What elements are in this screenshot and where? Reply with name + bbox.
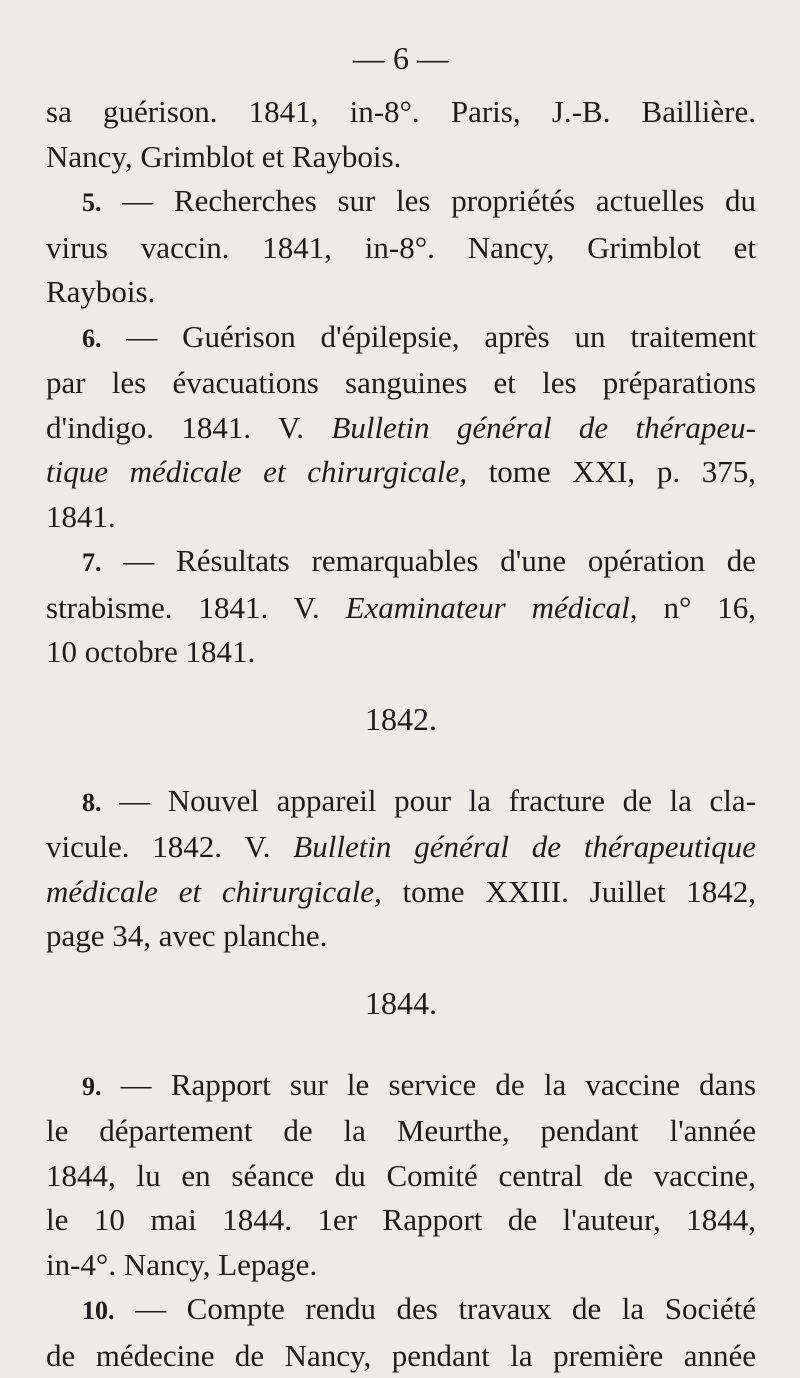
text-line — [46, 539, 756, 586]
text-line — [46, 179, 756, 226]
text-span: de médecine de Nancy, pendant la première année — [46, 1338, 756, 1373]
bibliography-entry — [46, 179, 756, 315]
year-heading: 1842. — [46, 697, 756, 741]
text-span: page 34, avec planche. — [46, 918, 327, 953]
bibliography-entry — [46, 1063, 756, 1288]
bibliography-entry — [46, 779, 756, 959]
text-span: d'indigo. 1841. V. — [46, 410, 331, 445]
text-line — [46, 315, 756, 362]
text-line — [46, 361, 756, 406]
text-span: in-4°. Nancy, Lepage. — [46, 1247, 317, 1282]
text-line — [46, 1243, 756, 1288]
text-line — [46, 870, 756, 915]
text-line — [46, 1287, 756, 1334]
italic-title: tique médicale et chirurgicale, — [46, 454, 467, 489]
entry-number: 8. — [82, 788, 102, 817]
italic-title: Examinateur médical, — [346, 590, 638, 625]
text-span: vicule. 1842. V. — [46, 829, 293, 864]
text-span: par les évacuations sanguines et les préparations — [46, 365, 756, 400]
text-line — [46, 226, 756, 271]
entry-number: 9. — [82, 1072, 102, 1101]
entry-number: 6. — [82, 324, 102, 353]
text-span: Raybois. — [46, 274, 155, 309]
text-span: virus vaccin. 1841, in-8°. Nancy, Grimblot et — [46, 230, 756, 265]
text-span: 10 octobre 1841. — [46, 634, 255, 669]
text-span: — Recherches sur les propriétés actuelles du — [122, 183, 756, 218]
bibliography-entry — [46, 315, 756, 540]
text-span: — Résultats remarquables d'une opération de — [123, 543, 756, 578]
page-number: — 6 — — [46, 36, 756, 80]
entry-number: 10. — [82, 1296, 115, 1325]
text-span: le 10 mai 1844. 1er Rapport de l'auteur, 1844, — [46, 1202, 756, 1237]
text-span: — Nouvel appareil pour la fracture de la cla- — [119, 783, 756, 818]
text-line — [46, 495, 756, 540]
text-span: strabisme. 1841. V. — [46, 590, 346, 625]
italic-title: médicale et chirurgicale, — [46, 874, 382, 909]
text-line — [46, 1154, 756, 1199]
text-span: — Compte rendu des travaux de la Société — [135, 1291, 756, 1326]
text-line — [46, 1109, 756, 1154]
text-line — [46, 779, 756, 826]
bibliography-list — [46, 90, 756, 1378]
text-span: tome XXIII. Juillet 1842, — [382, 874, 756, 909]
text-span: tome XXI, p. 375, — [467, 454, 756, 489]
text-line — [46, 1063, 756, 1110]
text-span: Nancy, Grimblot et Raybois. — [46, 139, 401, 174]
text-span: 1844, lu en séance du Comité central de vaccine, — [46, 1158, 756, 1193]
bibliography-entry — [46, 1287, 756, 1378]
italic-title: Bulletin général de thérapeu- — [331, 410, 756, 445]
text-line — [46, 1334, 756, 1378]
text-line — [46, 1198, 756, 1243]
bibliography-entry — [46, 539, 756, 675]
text-line — [46, 825, 756, 870]
text-span: le département de la Meurthe, pendant l'année — [46, 1113, 756, 1148]
text-line — [46, 135, 756, 180]
bibliography-entry — [46, 90, 756, 179]
text-line — [46, 406, 756, 451]
entry-number: 7. — [82, 548, 102, 577]
text-line — [46, 630, 756, 675]
text-span: n° 16, — [638, 590, 756, 625]
italic-title: Bulletin général de thérapeutique — [293, 829, 756, 864]
year-heading: 1844. — [46, 981, 756, 1025]
text-line — [46, 270, 756, 315]
text-line — [46, 586, 756, 631]
text-span: — Rapport sur le service de la vaccine dans — [121, 1067, 756, 1102]
entry-number: 5. — [82, 188, 102, 217]
text-span: — Guérison d'épilepsie, après un traitement — [126, 319, 756, 354]
text-line — [46, 914, 756, 959]
text-span: 1841. — [46, 499, 116, 534]
text-line — [46, 450, 756, 495]
text-span: sa guérison. 1841, in-8°. Paris, J.-B. Baillière. — [46, 94, 756, 129]
text-line — [46, 90, 756, 135]
